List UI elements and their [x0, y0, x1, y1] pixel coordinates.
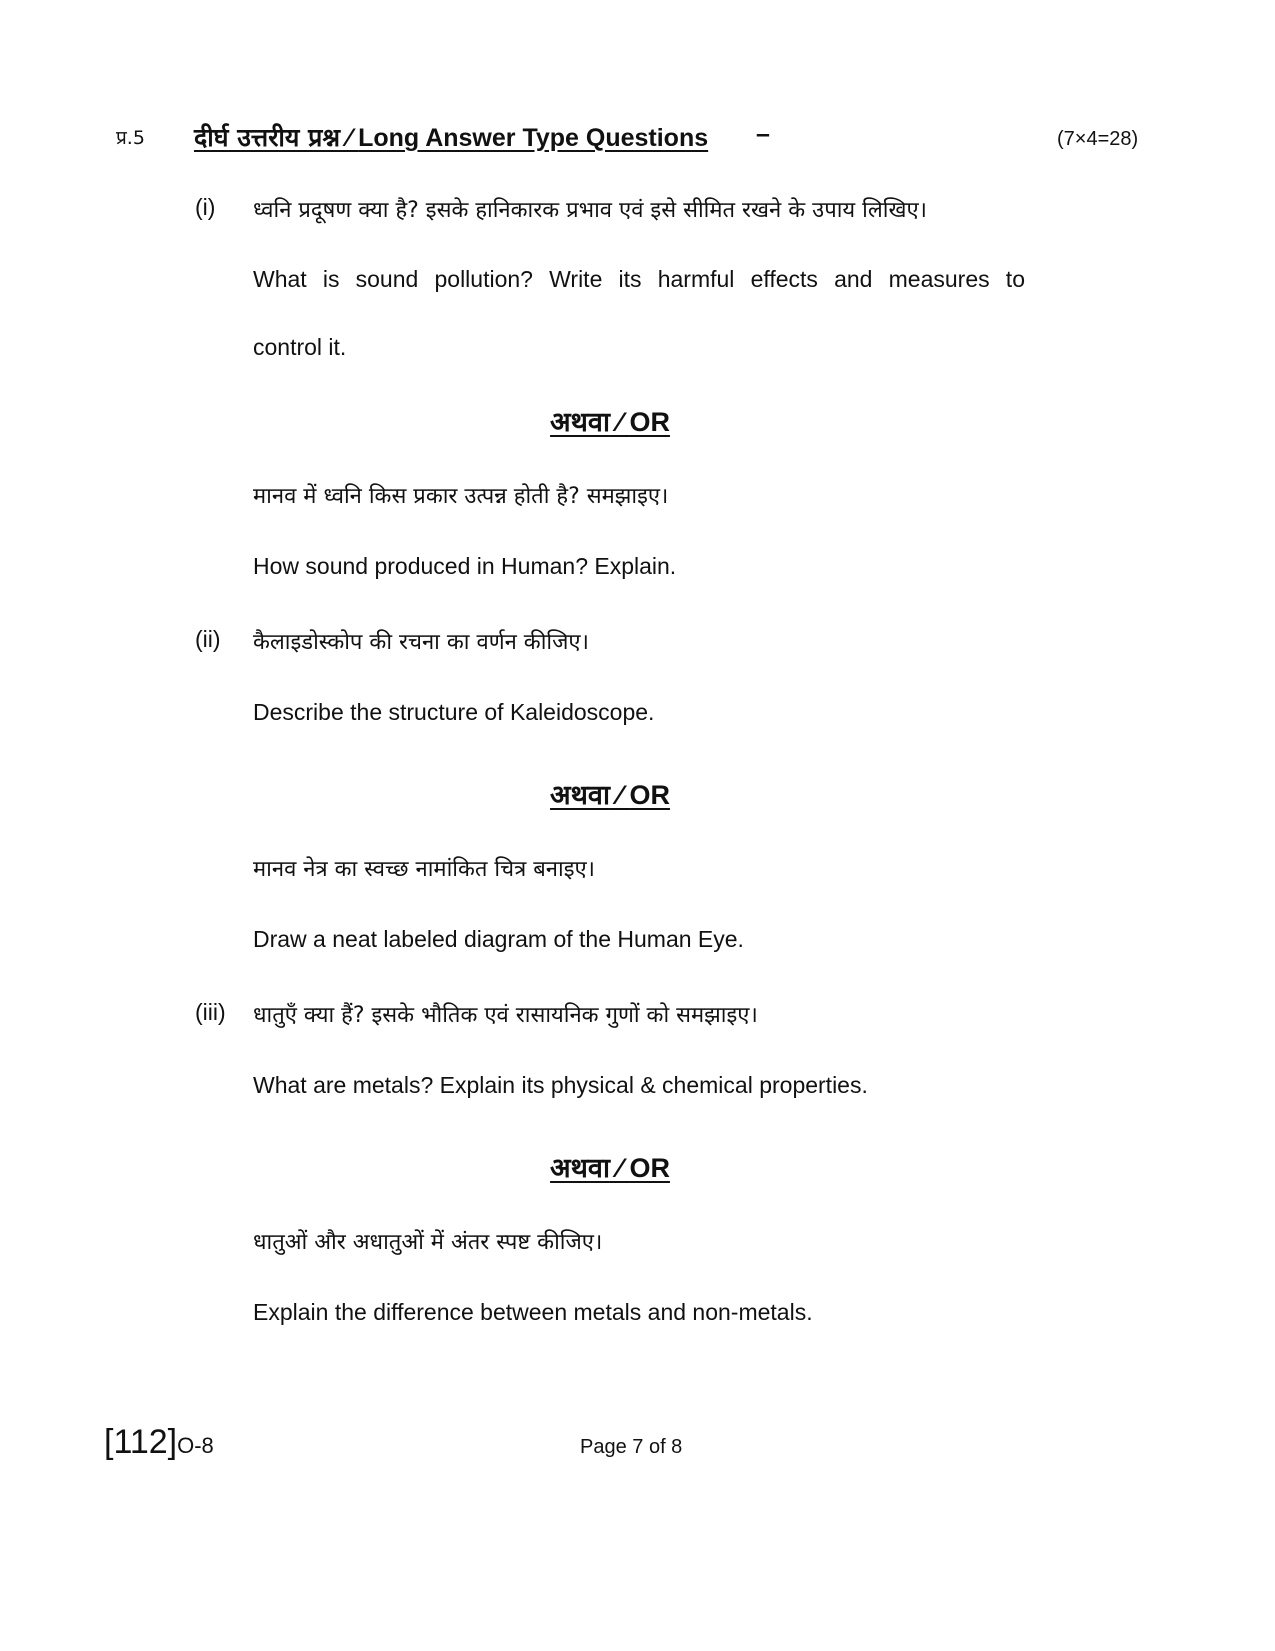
paper-code-main: [112] [104, 1423, 178, 1461]
or-divider-1 [0, 402, 1220, 439]
paper-code-suffix: O-8 [177, 1433, 214, 1458]
question-index-1: (i) [195, 194, 216, 220]
or-divider-2 [0, 775, 1220, 812]
paper-code [104, 1423, 214, 1462]
heading-english: Long Answer Type Questions [358, 124, 709, 152]
or-divider-3 [0, 1148, 1220, 1185]
question-1-hindi: ध्वनि प्रदूषण क्या है? इसके हानिकारक प्रभाव एवं इसे सीमित रखने के उपाय लिखिए। [253, 198, 927, 223]
question-2-hindi: कैलाइडोस्कोप की रचना का वर्णन कीजिए। [253, 630, 589, 655]
or-english: OR [629, 407, 670, 437]
question-2-english: Describe the structure of Kaleidoscope. [253, 699, 655, 725]
or-separator: ⁄ [609, 780, 630, 810]
or-english: OR [629, 780, 670, 810]
or-separator: ⁄ [609, 407, 630, 437]
or-hindi: अथवा [550, 780, 610, 811]
heading-separator: ⁄ [340, 124, 359, 152]
or-hindi: अथवा [550, 407, 610, 438]
question-1-alt-hindi: मानव में ध्वनि किस प्रकार उत्पन्न होती है? समझाइए। [253, 484, 669, 509]
question-2-alt-hindi: मानव नेत्र का स्वच्छ नामांकित चित्र बनाइए। [253, 857, 595, 882]
question-index-2: (ii) [195, 626, 221, 652]
section-heading [194, 120, 708, 154]
or-hindi: अथवा [550, 1153, 610, 1184]
question-3-alt-english: Explain the difference between metals and non-metals. [253, 1299, 813, 1325]
or-separator: ⁄ [609, 1153, 630, 1183]
marks-allocation: (7×4=28) [1057, 128, 1139, 150]
question-number: प्र.5 [116, 127, 145, 149]
heading-dash: – [756, 120, 770, 148]
question-3-english: What are metals? Explain its physical & chemical properties. [253, 1072, 868, 1098]
page-number: Page 7 of 8 [580, 1436, 683, 1458]
question-1-english-line1: What is sound pollution? Write its harmful effects and measures to [253, 266, 1025, 292]
question-3-hindi: धातुएँ क्या हैं? इसके भौतिक एवं रासायनिक गुणों को समझाइए। [253, 1003, 758, 1028]
question-1-alt-english: How sound produced in Human? Explain. [253, 553, 677, 579]
question-3-alt-hindi: धातुओं और अधातुओं में अंतर स्पष्ट कीजिए। [253, 1230, 603, 1255]
heading-hindi: दीर्घ उत्तरीय प्रश्न [194, 123, 341, 152]
or-english: OR [629, 1153, 670, 1183]
question-index-3: (iii) [195, 999, 226, 1025]
question-1-english-line2: control it. [253, 334, 347, 360]
question-2-alt-english: Draw a neat labeled diagram of the Human Eye. [253, 926, 744, 952]
